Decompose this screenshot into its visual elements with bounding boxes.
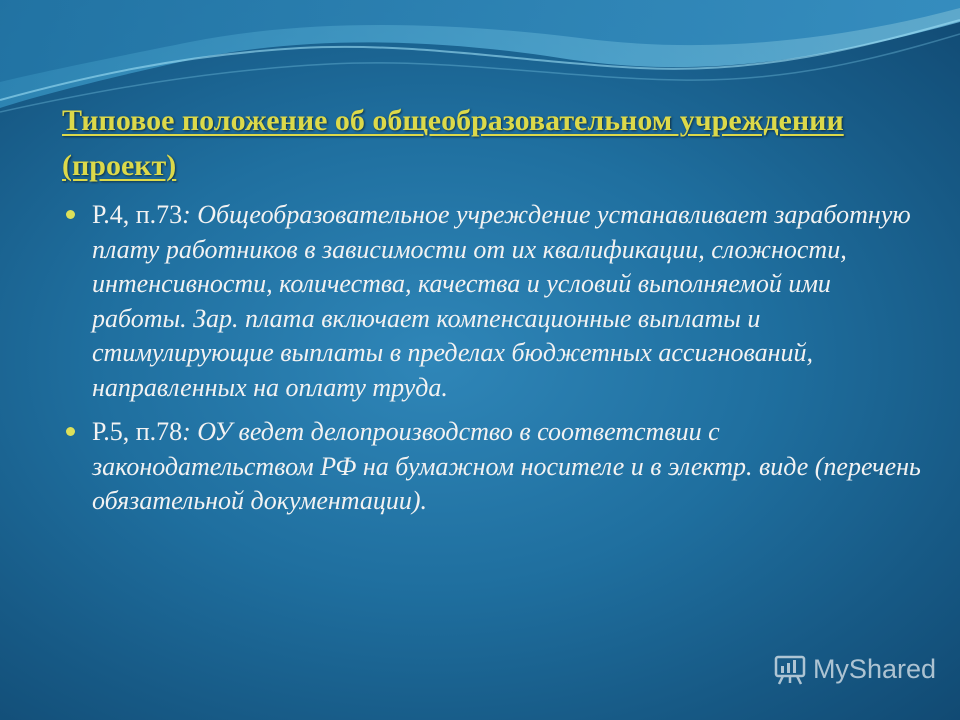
slide-title: Типовое положение об общеобразовательном учреждении (проект) [62, 104, 844, 182]
bullet-item [62, 415, 922, 519]
bullet-text: : Общеобразовательное учреждение устанавливает заработную плату работников в зависимости от их квалификации, сложности, интенсивности, количества, качества и условий выполняемой ими работы. Зар. плата включает компенсационные выплаты и стимулирующие выплаты в пределах бюджетных ассигнований, направленных на оплату труда. [92, 200, 911, 402]
watermark-text: MyShared [812, 653, 936, 684]
bullet-dot-icon [66, 210, 75, 219]
watermark [773, 652, 936, 686]
bullet-reference: Р.4, п.73 [92, 200, 183, 229]
bullet-list [62, 198, 922, 529]
bullet-text: : ОУ ведет делопроизводство в соответствии с законодательством РФ на бумажном носителе и в электр. виде (перечень обязательной документации). [92, 417, 921, 515]
bullet-dot-icon [66, 427, 75, 436]
presentation-board-icon [773, 652, 807, 686]
bullet-item [62, 198, 922, 405]
bullet-reference: Р.5, п.78 [92, 417, 183, 446]
